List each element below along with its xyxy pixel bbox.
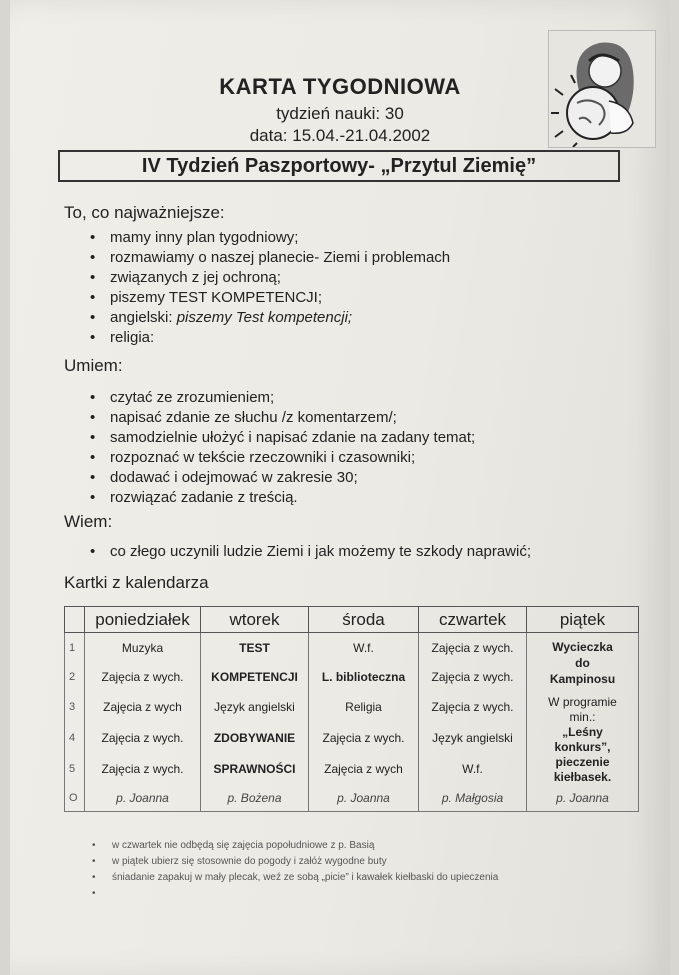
thursday-lesson: Język angielski [419,722,527,753]
wednesday-teacher: p. Joanna [309,785,419,812]
monday-lesson: Zajęcia z wych. [85,722,201,753]
wednesday-lesson: Zajęcia z wych. [309,722,419,753]
note-item: • śniadanie zapakuj w mały plecak, weź ze sobą „picie” i kawałek kiełbaski do upieczenia [92,870,498,886]
lesson-number: 1 [65,633,85,663]
list-item: • rozpoznać w tekście rzeczowniki i czasowniki; [90,448,475,468]
monday-teacher: p. Joanna [85,785,201,812]
lesson-number: 3 [65,691,85,722]
date-range: data: 15.04.-21.04.2002 [249,126,431,145]
priority-list [90,228,450,348]
school-week-number: tydzień nauki: 30 [276,104,404,123]
friday-program [527,691,639,785]
list-item: • piszemy TEST KOMPETENCJI; [90,288,450,308]
thursday-lesson: Zajęcia z wych. [419,633,527,663]
day-header-friday: piątek [527,607,639,633]
friday-trip-line: Kampinosu [549,672,616,686]
teacher-row-marker: O [65,785,85,812]
monday-lesson: Zajęcia z wych. [85,662,201,691]
tuesday-lesson: Język angielski [201,691,309,722]
friday-teacher: p. Joanna [527,785,639,812]
table-row [65,633,639,663]
friday-program-line: pieczenie [555,755,610,769]
schedule-header-row [65,607,639,633]
skills-list [90,388,475,508]
english-label: angielski: [110,309,173,326]
monday-lesson: Zajęcia z wych [85,691,201,722]
continuation-text: związanych z jej ochroną; [110,269,281,286]
priority-heading: To, co najważniejsze: [64,203,225,222]
weekly-schedule-table [64,606,639,812]
list-item-continuation [90,268,450,288]
thursday-lesson: W.f. [419,754,527,785]
list-item: • religia: [90,328,450,348]
notes-list [92,838,498,886]
friday-trip [527,633,639,692]
wednesday-lesson: W.f. [309,633,419,663]
list-item [90,308,450,328]
list-item: • samodzielnie ułożyć i napisać zdanie na zadany temat; [90,428,475,448]
worksheet-title: KARTA TYGODNIOWA [219,74,461,99]
lesson-number: 4 [65,722,85,753]
friday-program-line: min.: [569,710,596,724]
lesson-number: 2 [65,662,85,691]
note-item: • w czwartek nie odbędą się zajęcia popołudniowe z p. Basią [92,838,498,854]
list-item: • czytać ze zrozumieniem; [90,388,475,408]
day-header-monday: poniedziałek [85,607,201,633]
wednesday-lesson: L. biblioteczna [309,662,419,691]
table-row [65,691,639,722]
tuesday-teacher: p. Bożena [201,785,309,812]
friday-program-line: W programie [548,695,617,709]
thursday-teacher: p. Małgosia [419,785,527,812]
tuesday-lesson: ZDOBYWANIE [201,722,309,753]
knowledge-heading: Wiem: [64,512,113,531]
day-header-wednesday: środa [309,607,419,633]
week-theme-banner: IV Tydzień Paszportowy- „Przytul Ziemię” [58,150,620,182]
calendar-heading: Kartki z kalendarza [64,573,209,592]
thursday-lesson: Zajęcia z wych. [419,662,527,691]
lesson-number: 5 [65,754,85,785]
list-item: • co złego uczynili ludzie Ziemi i jak możemy te szkody naprawić; [90,542,531,562]
knowledge-list [90,542,531,562]
note-item: • w piątek ubierz się stosownie do pogody i załóż wygodne buty [92,854,498,870]
friday-trip-line: do [575,656,590,670]
day-header-tuesday: wtorek [201,607,309,633]
day-header-thursday: czwartek [419,607,527,633]
wednesday-lesson: Religia [309,691,419,722]
tuesday-lesson: TEST [201,633,309,663]
list-item: • napisać zdanie ze słuchu /z komentarzem/; [90,408,475,428]
list-item: • rozwiązać zadanie z treścią. [90,488,475,508]
list-item: • mamy inny plan tygodniowy; [90,228,450,248]
wednesday-lesson: Zajęcia z wych [309,754,419,785]
friday-program-line: „Leśny [562,725,603,739]
list-item: • dodawać i odejmować w zakresie 30; [90,468,475,488]
friday-program-line: konkurs”, [554,740,611,754]
list-item: • rozmawiamy o naszej planecie- Ziemi i problemach [90,248,450,268]
tuesday-lesson: KOMPETENCJI [201,662,309,691]
teacher-row [65,785,639,812]
tuesday-lesson: SPRAWNOŚCI [201,754,309,785]
row-number-header [65,607,85,633]
friday-program-line: kiełbasek. [553,770,612,784]
friday-trip-line: Wycieczka [552,640,613,654]
english-task: piszemy Test kompetencji; [176,309,353,326]
monday-lesson: Zajęcia z wych. [85,754,201,785]
monday-lesson: Muzyka [85,633,201,663]
thursday-lesson: Zajęcia z wych. [419,691,527,722]
skills-heading: Umiem: [64,356,123,375]
